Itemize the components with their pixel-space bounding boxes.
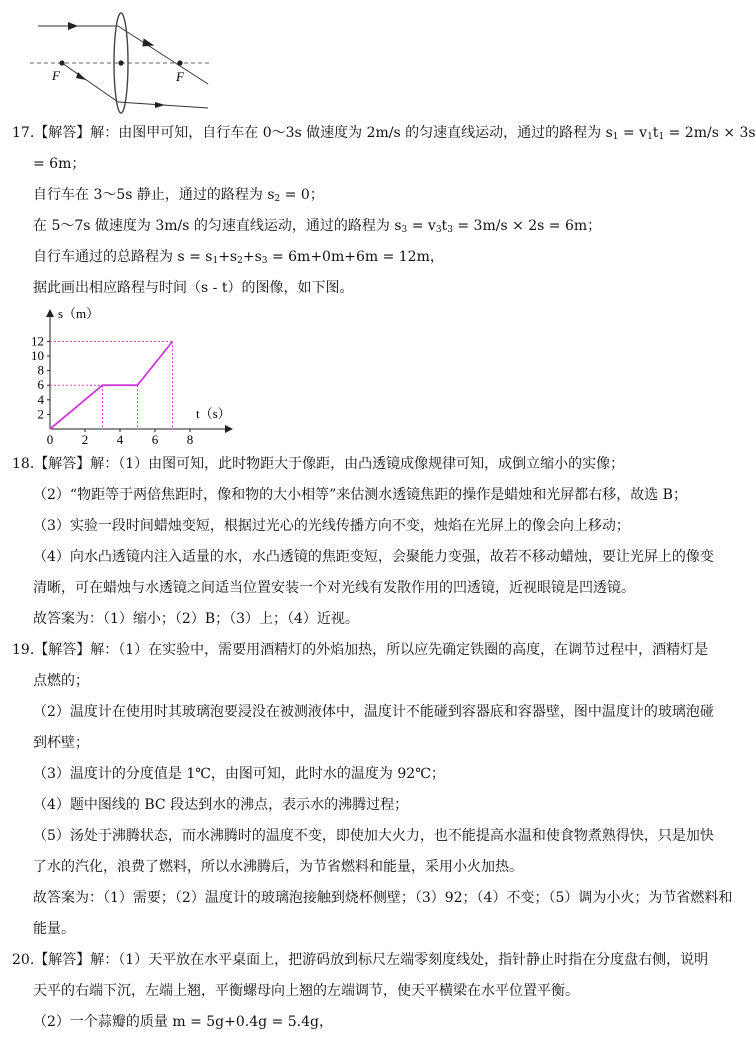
lens-ray-diagram xyxy=(20,4,220,114)
q19-line1: 19.【解答】解：（1）在实验中，需要用酒精灯的外焰加热，所以应先确定铁圈的高度，在调节过程中，酒精灯是 xyxy=(12,642,709,658)
y-tick-label: 8 xyxy=(37,362,44,378)
q19-line6: （4）题中图线的 BC 段达到水的沸点，表示水的沸腾过程； xyxy=(33,797,409,813)
q17-line4: 在 5～7s 做速度为 3m/s 的匀速直线运动，通过的路程为 $s_3 = v_3t_3 = 3m/s \times 2s = 6m$； xyxy=(33,218,602,235)
q18-line4: （4）向水凸透镜内注入适量的水，水凸透镜的焦距变短，会聚能力变强，故若不移动蜡烛，要让光屏上的像变 xyxy=(33,549,714,565)
q20-line3: （2）一个蒜瓣的质量 m = 5g+0.4g = 5.4g， xyxy=(33,1014,333,1030)
distance-time-graph xyxy=(20,305,250,445)
y-tick-label: 4 xyxy=(37,391,44,407)
q17-line2: = 6m； xyxy=(33,156,86,172)
x-axis-label: t（s） xyxy=(196,406,231,421)
x-tick-label: 0 xyxy=(46,432,54,447)
x-tick-label: 6 xyxy=(151,432,159,447)
series-line xyxy=(50,341,173,429)
q19-answer: 故答案为：（1）需要；（2）温度计的玻璃泡接触到烧杯侧壁；（3）92；（4）不变；（5）调为小火；为节省燃料和 xyxy=(33,890,733,906)
q18-line2: （2）“物距等于两倍焦距时，像和物的大小相等”来估测水透镜焦距的操作是蜡烛和光屏都右移，故选 B； xyxy=(33,487,687,503)
q18-line1: 18.【解答】解：（1）由图可知，此时物距大于像距，由凸透镜成像规律可知，成倒立缩小的实像； xyxy=(12,456,625,472)
q18-line5: 清晰，可在蜡烛与水透镜之间适当位置安装一个对光线有发散作用的凹透镜，近视眼镜是凹透镜。 xyxy=(33,580,635,596)
x-tick-label: 2 xyxy=(81,432,89,447)
q18-line3: （3）实验一段时间蜡烛变短，根据过光心的光线传播方向不变，烛焰在光屏上的像会向上移动； xyxy=(33,518,630,534)
y-tick-label: 10 xyxy=(31,348,44,363)
q17-line3: 自行车在 3～5s 静止，通过的路程为 $s_2 = 0$； xyxy=(33,187,324,204)
q17-line6: 据此画出相应路程与时间（s - t）的图像，如下图。 xyxy=(33,280,354,296)
x-tick-label: 8 xyxy=(186,432,194,447)
y-tick-label: 12 xyxy=(31,333,44,349)
q17-line5: 自行车通过的总路程为 $s = s_1+s_2+s_3 = 6m+0m+6m = 12m$， xyxy=(33,249,444,266)
q19-line8: 了水的汽化，浪费了燃料，所以水沸腾后，为节省燃料和能量，采用小火加热。 xyxy=(33,859,523,875)
q19-line5: （3）温度计的分度值是 1℃，由图可知，此时水的温度为 92℃； xyxy=(33,766,445,782)
q18-answer: 故答案为：（1）缩小；（2）B；（3）上；（4）近视。 xyxy=(33,611,359,627)
q19-line3: （2）温度计在使用时其玻璃泡要浸没在被测液体中，温度计不能碰到容器底和容器壁，图中温度计的玻璃泡碰 xyxy=(33,704,714,720)
y-tick-label: 6 xyxy=(37,377,44,393)
y-axis-label: s（m） xyxy=(58,306,100,321)
focal-point-left-label: F xyxy=(52,68,60,83)
q19-answer-cont: 能量。 xyxy=(33,921,75,937)
q19-line2: 点燃的； xyxy=(33,673,89,689)
y-tick-label: 2 xyxy=(37,406,44,422)
q20-line2: 天平的右端下沉，左端上翘，平衡螺母向上翘的左端调节，使天平横梁在水平位置平衡。 xyxy=(33,983,579,999)
q17-line1: 17.【解答】解：由图甲可知，自行车在 0～3s 做速度为 2m/s 的匀速直线运动，通过的路程为 $s_1 = v_1t_1 = 2m/s \times 3s$ xyxy=(12,125,756,142)
q19-line7: （5）汤处于沸腾状态，而水沸腾时的温度不变，即使加大火力，也不能提高水温和使食物煮熟得快，只是加快 xyxy=(33,828,714,844)
focal-point-right-label: F xyxy=(176,69,184,84)
q19-line4: 到杯壁； xyxy=(33,735,89,751)
x-tick-label: 4 xyxy=(116,432,124,447)
q20-line1: 20.【解答】解：（1）天平放在水平桌面上，把游码放到标尺左端零刻度线处，指针静止时指在分度盘右侧，说明 xyxy=(12,952,709,968)
